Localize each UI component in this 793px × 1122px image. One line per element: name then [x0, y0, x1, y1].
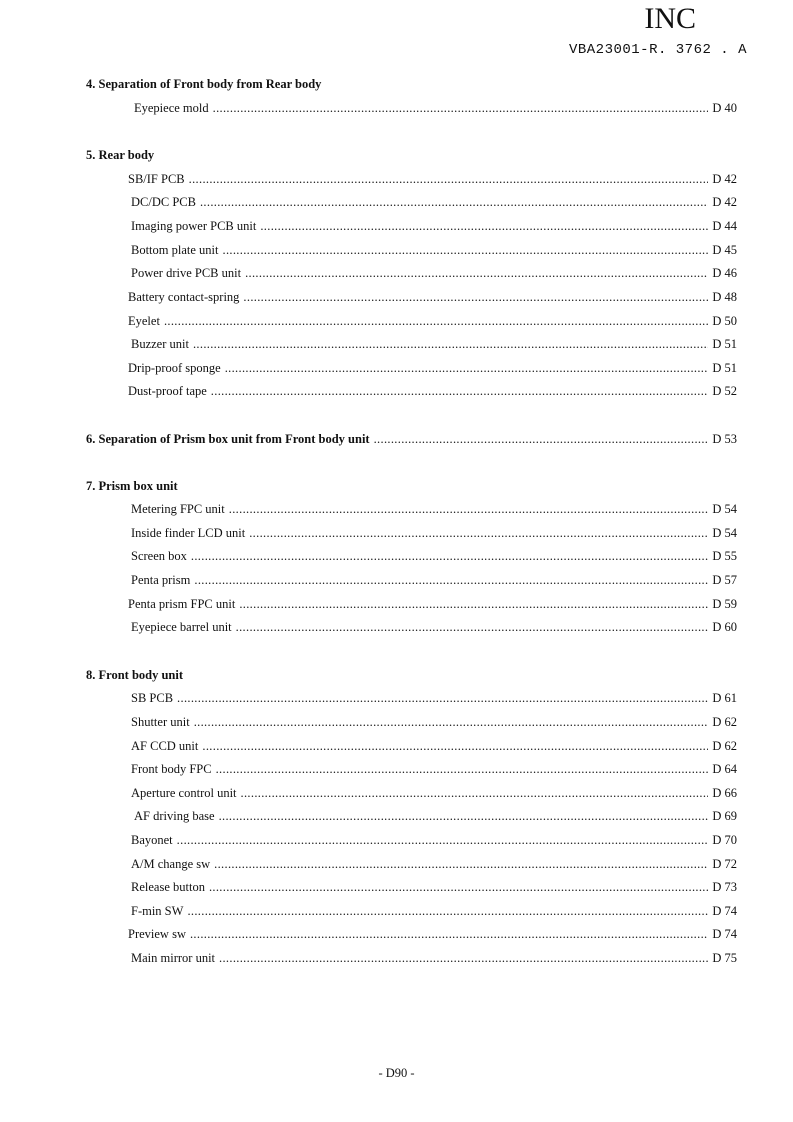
- toc-entry-label: Main mirror unit: [131, 951, 216, 965]
- toc-entry-page: D 69: [712, 809, 737, 823]
- toc-leader-dots: [190, 927, 708, 942]
- section-8-title: 8. Front body unit: [86, 668, 184, 682]
- toc-leader-dots: [177, 833, 709, 848]
- toc-leader-dots: [211, 384, 709, 399]
- toc-entry-page: D 51: [712, 361, 737, 375]
- toc-entry-page: D 61: [712, 691, 737, 705]
- toc-entry-page: D 55: [712, 549, 737, 563]
- toc-entry: [131, 243, 737, 259]
- toc-entry: [128, 927, 737, 943]
- toc-entry-label: SB/IF PCB: [128, 172, 185, 186]
- toc-entry-label: Eyelet: [128, 314, 160, 328]
- toc-entry: [131, 880, 737, 896]
- toc-entry: [131, 833, 737, 849]
- toc-entry: [131, 219, 737, 235]
- toc-entry-label: Drip-proof sponge: [128, 361, 221, 375]
- toc-leader-dots: [214, 857, 708, 872]
- toc-entry: [131, 502, 737, 518]
- section-7-title: 7. Prism box unit: [86, 479, 178, 493]
- toc-entry: [131, 526, 737, 542]
- toc-leader-dots: [260, 219, 708, 234]
- toc-entry: [131, 739, 737, 755]
- toc-entry: [131, 266, 737, 282]
- toc-entry-label: Bayonet: [131, 833, 173, 847]
- toc-entry-label: Eyepiece barrel unit: [131, 620, 232, 634]
- toc-entry: [131, 951, 737, 967]
- toc-entry-page: D 64: [712, 762, 737, 776]
- toc-leader-dots: [219, 951, 708, 966]
- toc-entry: [128, 172, 737, 188]
- toc-entry-label: Power drive PCB unit: [131, 266, 242, 280]
- toc-entry: [131, 195, 737, 211]
- toc-leader-dots: [374, 432, 709, 447]
- toc-leader-dots: [216, 762, 709, 777]
- toc-entry-page: D 70: [712, 833, 737, 847]
- toc-entry: [131, 857, 737, 873]
- toc-entry-label: Eyepiece mold: [134, 101, 209, 115]
- toc-entry-label: Metering FPC unit: [131, 502, 225, 516]
- toc-entry-label: F-min SW: [131, 904, 184, 918]
- toc-leader-dots: [249, 526, 708, 541]
- toc-entry-page: D 59: [712, 597, 737, 611]
- toc-entry: [131, 691, 737, 707]
- toc-leader-dots: [219, 809, 709, 824]
- toc-entry: [131, 620, 737, 636]
- toc-entry-label: Penta prism FPC unit: [128, 597, 236, 611]
- toc-entry-label: Release button: [131, 880, 205, 894]
- toc-leader-dots: [213, 101, 709, 116]
- toc-entry: [134, 809, 737, 825]
- toc-entry-page: D 72: [712, 857, 737, 871]
- toc-leader-dots: [202, 739, 708, 754]
- toc-entry: [131, 573, 737, 589]
- toc-entry-page: D 74: [712, 904, 737, 918]
- toc-leader-dots: [177, 691, 708, 706]
- toc-entry-page: D 57: [712, 573, 737, 587]
- section-5-title: 5. Rear body: [86, 148, 155, 162]
- toc-leader-dots: [164, 314, 708, 329]
- toc-entry-page: D 60: [712, 620, 737, 634]
- toc-entry-label: DC/DC PCB: [131, 195, 196, 209]
- toc-entry-page: D 54: [712, 526, 737, 540]
- toc-entry-page: D 52: [712, 384, 737, 398]
- toc-leader-dots: [194, 573, 708, 588]
- toc-entry: [131, 762, 737, 778]
- toc-entry: [131, 549, 737, 565]
- toc-leader-dots: [194, 715, 709, 730]
- toc-entry-label: Penta prism: [131, 573, 191, 587]
- toc-entry-page: D 74: [712, 927, 737, 941]
- toc-entry-page: D 54: [712, 502, 737, 516]
- toc-entry-page: D 40: [712, 101, 737, 115]
- section-6-entry: [86, 432, 737, 448]
- toc-entry-page: D 66: [712, 786, 737, 800]
- toc-entry-page: D 51: [712, 337, 737, 351]
- toc-entry-page: D 45: [712, 243, 737, 257]
- toc-entry-label: Preview sw: [128, 927, 186, 941]
- toc-leader-dots: [187, 904, 708, 919]
- footer-page-number: - D90 -: [378, 1066, 415, 1080]
- toc-entry-page: D 44: [712, 219, 737, 233]
- toc-entry: [128, 314, 737, 330]
- toc-leader-dots: [200, 195, 708, 210]
- toc-entry-page: D 62: [712, 715, 737, 729]
- toc-entry: [128, 361, 737, 377]
- toc-entry-label: Aperture control unit: [131, 786, 237, 800]
- toc-entry: [131, 337, 737, 353]
- toc-entry-label: Bottom plate unit: [131, 243, 219, 257]
- section-4-title: 4. Separation of Front body from Rear body: [86, 77, 322, 91]
- toc-entry-label: SB PCB: [131, 691, 174, 705]
- toc-leader-dots: [193, 337, 708, 352]
- toc-entry: [128, 384, 737, 400]
- toc-leader-dots: [241, 786, 709, 801]
- toc-entry-label: AF CCD unit: [131, 739, 199, 753]
- toc-leader-dots: [236, 620, 709, 635]
- toc-leader-dots: [191, 549, 708, 564]
- toc-leader-dots: [209, 880, 708, 895]
- toc-entry-label: Imaging power PCB unit: [131, 219, 257, 233]
- toc-leader-dots: [245, 266, 708, 281]
- toc-leader-dots: [229, 502, 709, 517]
- toc-entry-page: D 53: [712, 432, 737, 446]
- toc-entry: [131, 904, 737, 920]
- toc-entry-page: D 42: [712, 195, 737, 209]
- header-doc-code: VBA23001-R. 3762 . A: [568, 42, 747, 58]
- toc-entry: [131, 786, 737, 802]
- toc-leader-dots: [225, 361, 709, 376]
- toc-entry-label: AF driving base: [134, 809, 215, 823]
- toc-leader-dots: [223, 243, 709, 258]
- toc-entry-label: Screen box: [131, 549, 187, 563]
- toc-entry-label: Inside finder LCD unit: [131, 526, 246, 540]
- header-brand: INC: [644, 2, 696, 35]
- toc-leader-dots: [243, 290, 708, 305]
- toc-entry-label: Battery contact-spring: [128, 290, 240, 304]
- toc-entry-label: Shutter unit: [131, 715, 190, 729]
- toc-entry: [134, 101, 737, 117]
- toc-entry-label: Front body FPC: [131, 762, 212, 776]
- toc-entry: [128, 290, 737, 306]
- toc-entry-page: D 42: [712, 172, 737, 186]
- toc-entry: [128, 597, 737, 613]
- toc-entry-label: A/M change sw: [131, 857, 211, 871]
- toc-entry-page: D 73: [712, 880, 737, 894]
- toc-entry-page: D 46: [712, 266, 737, 280]
- toc-leader-dots: [239, 597, 708, 612]
- toc-entry-label: Buzzer unit: [131, 337, 189, 351]
- toc-leader-dots: [189, 172, 709, 187]
- toc-entry-page: D 75: [712, 951, 737, 965]
- toc-entry-page: D 48: [712, 290, 737, 304]
- toc-entry-page: D 50: [712, 314, 737, 328]
- toc-entry-page: D 62: [712, 739, 737, 753]
- toc-entry: [131, 715, 737, 731]
- toc-entry-label: Dust-proof tape: [128, 384, 207, 398]
- section-6-title: 6. Separation of Prism box unit from Front body unit: [86, 432, 370, 446]
